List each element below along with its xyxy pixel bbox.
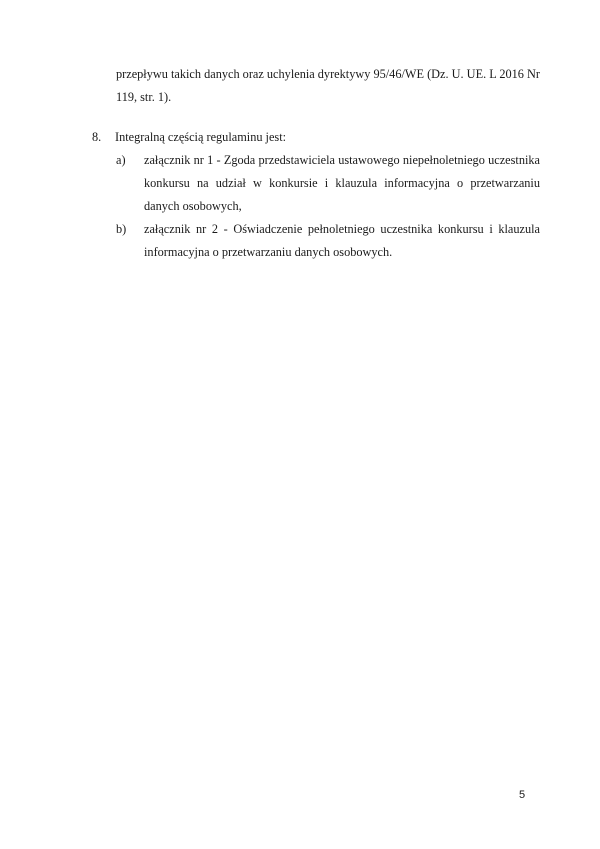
page-number: 5 [519, 789, 526, 801]
sublist-item-a [116, 149, 540, 218]
sublist-item-letter: b) [116, 222, 127, 236]
sublist-item-text: załącznik nr 1 - Zgoda przedstawiciela ustawowego niepełnoletniego uczestnika konkursu na udział w konkursie i klauzula informacyjna o przetwarzaniu danych osobowych, [144, 153, 540, 213]
list-item-text: Integralną częścią regulaminu jest: [115, 130, 287, 144]
list-item-number: 8. [92, 130, 102, 144]
continuation-paragraph: przepływu takich danych oraz uchylenia dyrektywy 95/46/WE (Dz. U. UE. L 2016 Nr 119, str. 1). [116, 67, 540, 104]
sublist-item-text: załącznik nr 2 - Oświadczenie pełnoletniego uczestnika konkursu i klauzula informacyjna o przetwarzaniu danych osobowych. [144, 222, 540, 259]
sublist-item-b [116, 218, 540, 264]
sublist-item-letter: a) [116, 153, 126, 167]
list-item-8 [92, 126, 552, 149]
